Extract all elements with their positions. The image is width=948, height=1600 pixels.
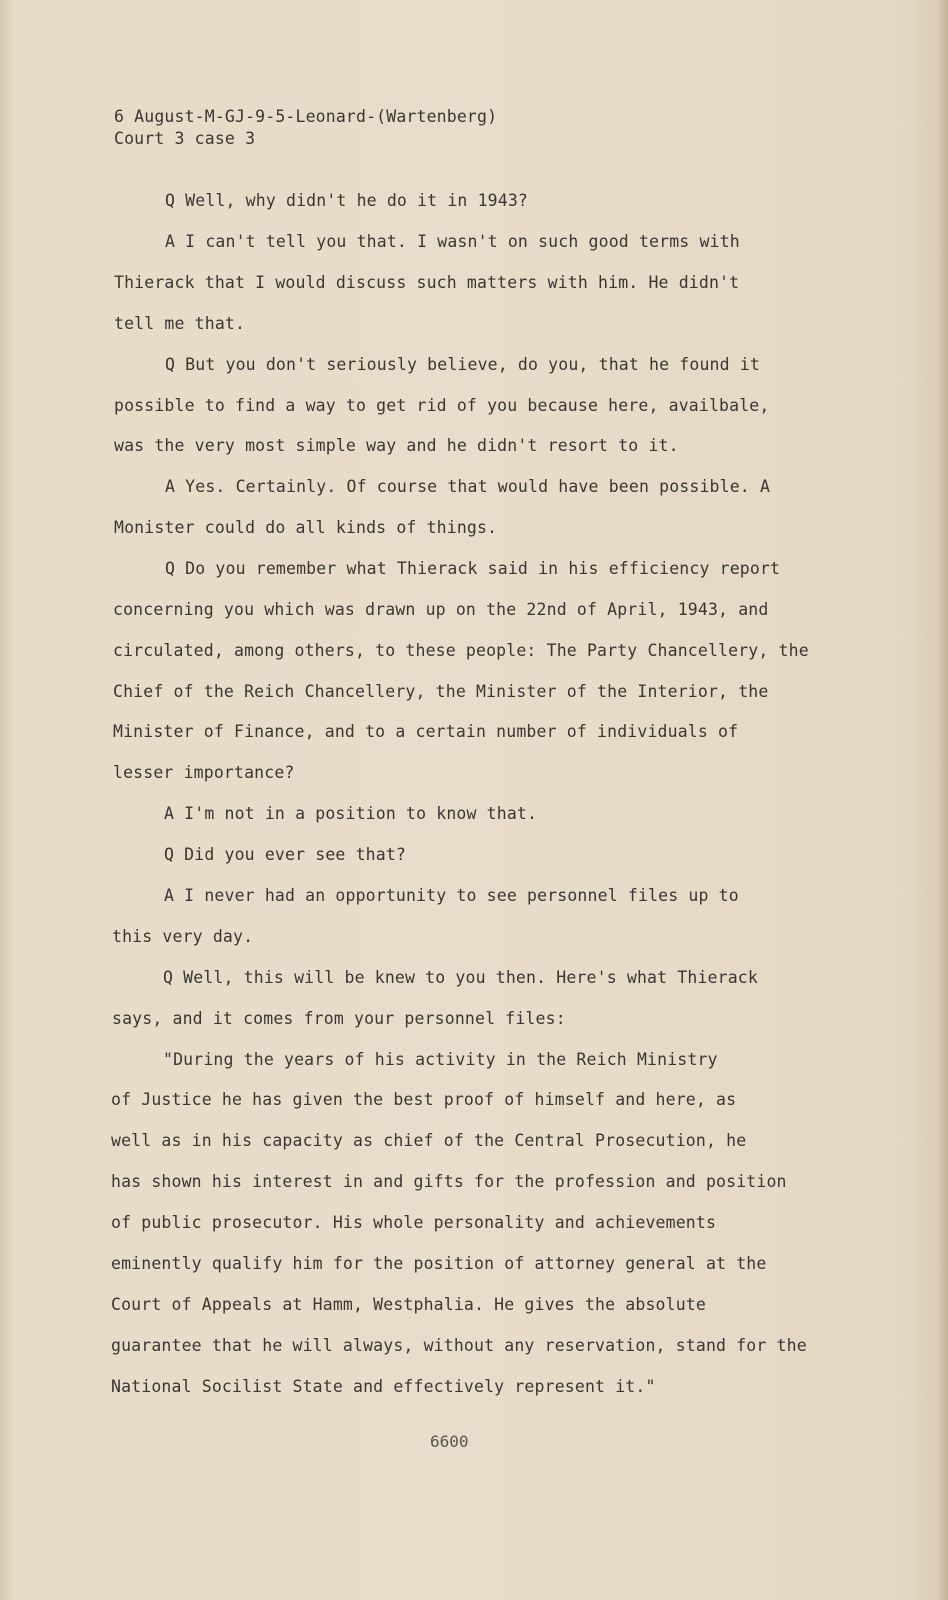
transcript-line: Monister could do all kinds of things.	[114, 518, 498, 537]
paper-edge	[938, 0, 948, 1600]
transcript-line: lesser importance?	[113, 763, 295, 782]
transcript-line: of Justice he has given the best proof of himself and here, as	[111, 1090, 737, 1109]
transcript-line: of public prosecutor. His whole personality and achievements	[111, 1213, 717, 1232]
transcript-line: National Socilist State and effectively represent it."	[111, 1377, 656, 1396]
transcript-line: this very day.	[112, 927, 254, 946]
header-line-2: Court 3 case 3	[114, 129, 256, 148]
page-number: 6600	[430, 1432, 469, 1451]
transcript-line: Thierack that I would discuss such matters with him. He didn't	[114, 273, 740, 292]
transcript-line: concerning you which was drawn up on the 22nd of April, 1943, and	[113, 600, 769, 619]
transcript-line: well as in his capacity as chief of the Central Prosecution, he	[111, 1131, 747, 1150]
transcript-line: A I never had an opportunity to see personnel files up to	[164, 886, 739, 905]
transcript-line: has shown his interest in and gifts for the profession and position	[111, 1172, 787, 1191]
transcript-line: Q Do you remember what Thierack said in his efficiency report	[165, 559, 781, 578]
transcript-line: circulated, among others, to these people: The Party Chancellery, the	[113, 641, 809, 660]
transcript-line: "During the years of his activity in the Reich Ministry	[163, 1050, 718, 1069]
transcript-line: eminently qualify him for the position of attorney general at the	[111, 1254, 767, 1273]
transcript-line: possible to find a way to get rid of you because here, availbale,	[114, 396, 770, 415]
transcript-line: A I can't tell you that. I wasn't on such good terms with	[165, 232, 740, 251]
header-line-1: 6 August-M-GJ-9-5-Leonard-(Wartenberg)	[114, 107, 498, 126]
transcript-line: A I'm not in a position to know that.	[164, 804, 538, 823]
transcript-line: tell me that.	[114, 314, 246, 333]
transcript-line: guarantee that he will always, without any reservation, stand for the	[111, 1336, 807, 1355]
transcript-line: Q Well, this will be knew to you then. Here's what Thierack	[163, 968, 758, 987]
transcript-line: Q Did you ever see that?	[164, 845, 407, 864]
transcript-line: was the very most simple way and he didn't resort to it.	[114, 436, 679, 455]
transcript-line: says, and it comes from your personnel files:	[112, 1009, 566, 1028]
transcript-line: Q But you don't seriously believe, do you, that he found it	[165, 355, 760, 374]
transcript-line: A Yes. Certainly. Of course that would have been possible. A	[165, 477, 771, 496]
transcript-line: Chief of the Reich Chancellery, the Minister of the Interior, the	[113, 682, 769, 701]
transcript-line: Q Well, why didn't he do it in 1943?	[165, 191, 529, 210]
transcript-line: Court of Appeals at Hamm, Westphalia. He gives the absolute	[111, 1295, 706, 1314]
transcript-line: Minister of Finance, and to a certain number of individuals of	[113, 722, 739, 741]
